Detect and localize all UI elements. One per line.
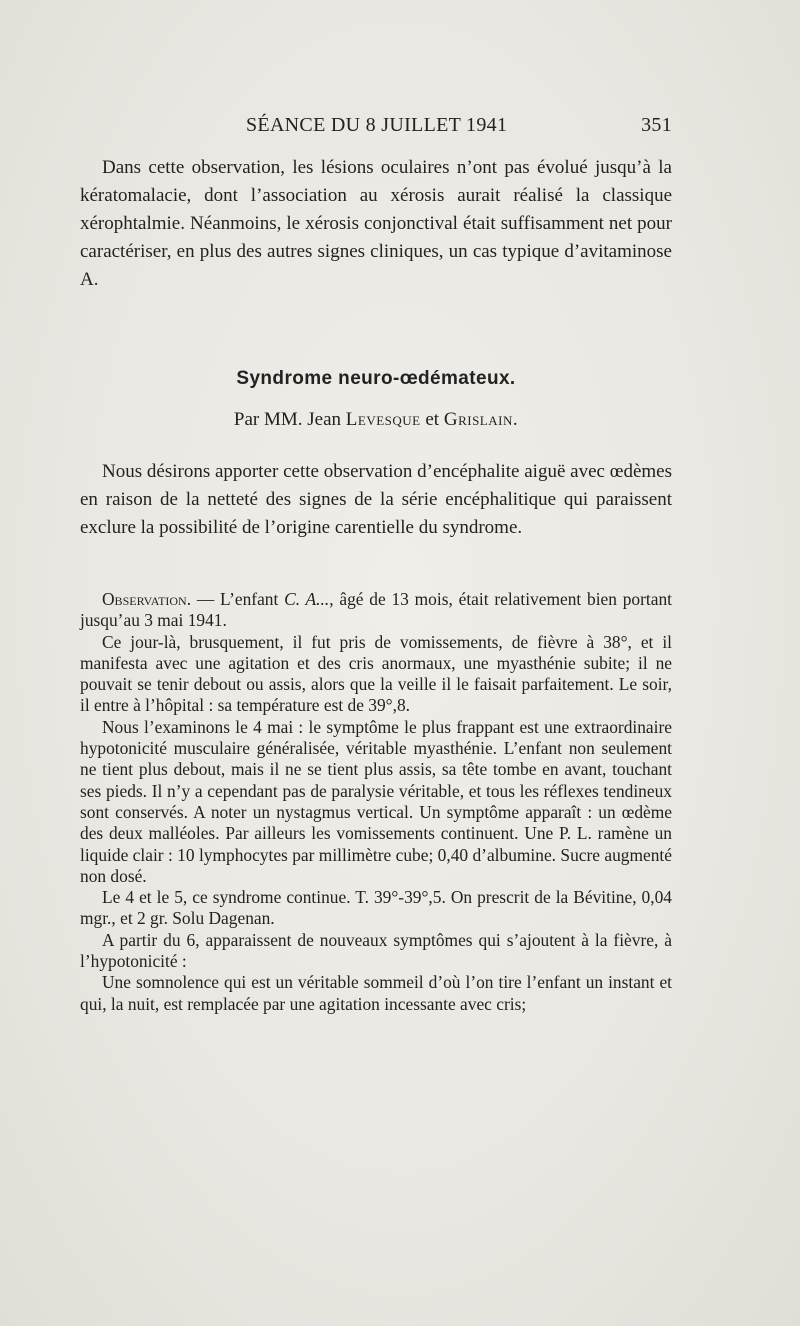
observation-label: Observation. — [102, 589, 192, 609]
observation-paragraph-exam: Nous l’examinons le 4 mai : le symptôme le plus frappant est une extraordinaire hypotonicité musculaire généralisée, véritable myasthénie. L’enfant non seulement ne tient plus debout, mais il ne se tient plus assis, sa tête tombe en avant, touchant ses pieds. Il n’y a cependant pas de paralysie véritable, et tous les réflexes tendineux sont conservés. A noter un nystagmus vertical. Un symptôme apparaît : un œdème des deux malléoles. Par ailleurs les vomissements continuent. Une P. L. ramène un liquide clair : 10 lymphocytes par millimètre cube; 0,40 d’albumine. Sucre augmenté non dosé. — [80, 716, 672, 886]
observation-paragraph-course: Le 4 et le 5, ce syndrome continue. T. 39°-39°,5. On prescrit de la Bévitine, 0,04 mgr., et 2 gr. Solu Dagenan. — [80, 887, 672, 929]
article-authors — [80, 407, 672, 433]
article-title: Syndrome neuro-œdémateux. — [236, 368, 516, 389]
observation-section — [80, 589, 672, 1015]
observation-lead: — L’enfant — [196, 589, 279, 609]
patient-initials: C. A..., — [284, 589, 334, 609]
observation-paragraph-onset: Ce jour-là, brusquement, il fut pris de vomissements, de fièvre à 38°, et il manifesta avec une agitation et des cris anormaux, une myasthénie subite; il ne pouvait se tenir debout ou assis, alors que la veille il le faisait parfaitement. Le soir, il entre à l’hôpital : sa température est de 39°,8. — [80, 631, 672, 716]
abstract-paragraph: Nous désirons apporter cette observation d’encéphalite aiguë avec œdèmes en raison de la netteté des signes de la série encéphalitique qui paraissent exclure la possibilité de l’origine carentielle du syndrome. — [80, 461, 672, 538]
observation-paragraph-new-symptoms: A partir du 6, apparaissent de nouveaux symptômes qui s’ajoutent à la fièvre, à l’hypotonicité : — [80, 929, 672, 972]
author-levesque: Levesque — [345, 409, 421, 430]
author-grislain: Grislain. — [443, 409, 519, 430]
authors-conjunction: et — [425, 409, 440, 430]
running-head-title: SÉANCE DU 8 JUILLET 1941 — [246, 114, 508, 136]
intro-paragraph-block — [80, 154, 672, 294]
observation-lead-paragraph — [80, 589, 672, 632]
authors-prefix: Par MM. Jean — [233, 409, 342, 430]
intro-paragraph: Dans cette observation, les lésions oculaires n’ont pas évolué jusqu’à la kératomalacie, dont l’association au xérosis aurait réalisé la classique xérophtalmie. Néanmoins, le xérosis conjonctival était suffisamment net pour caractériser, en plus des autres signes cliniques, un cas typique d’avitaminose A. — [80, 157, 672, 290]
abstract-block — [80, 458, 672, 542]
observation-lead-rest: âgé de 13 mois, était relativement bien portant jusqu’au 3 mai 1941. — [80, 589, 672, 631]
page-number: 351 — [641, 114, 672, 136]
observation-paragraph-somnolence: Une somnolence qui est un véritable sommeil d’où l’on tire l’enfant un instant et qui, la nuit, est remplacée par une agitation incessante avec cris; — [80, 972, 672, 1014]
